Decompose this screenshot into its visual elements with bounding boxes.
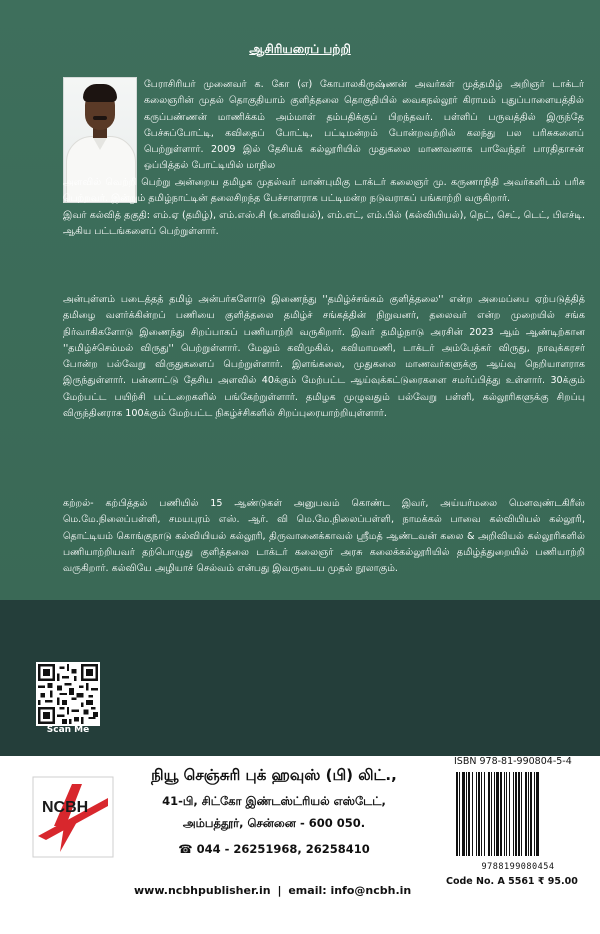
publisher-footer bbox=[0, 756, 600, 934]
barcode-digits: 9788199080454 bbox=[481, 862, 555, 872]
ncbh-logo-icon bbox=[32, 776, 114, 858]
bio-text: கற்றல்- கற்பித்தல் பணியில் 15 ஆண்டுகள் அனுபவம் கொண்ட இவர், அய்யர்மலை மெளவுண்டகிரீஸ் மெ.மே.நிலைப்பள்ளி, சமயபுரம் எஸ். ஆர். வி மெ.மே.நிலைப்பள்ளி, நாமக்கல் பாவை கல்வியியல் கல்லூரி, தொட்டியம் கொங்குநாடு கல்வியியல் கல்லூரி, திருவானைக்காவல் ஸ்ரீமத் ஆண்டவன் கலை & அறிவியல் கல்லூரிகளில் பணியாற்றியவர் தற்பொழுது குளித்தலை டாக்டர் கலைஞர் அரசு கலைக்கல்லூரியில் தமிழ்த்துறையில் பணியாற்றி வருகிறார். கல்வியே அழியாச் செல்வம் என்பது இவருடைய முதல் நூலாகும். bbox=[63, 498, 585, 575]
bio-paragraph-1-rest bbox=[63, 175, 585, 240]
about-author-heading: ஆசிரியரைப் பற்றி bbox=[249, 42, 351, 56]
svg-text:NCBH: NCBH bbox=[42, 799, 89, 816]
bio-text: அளவில் வெற்றி பெற்று அன்றைய தமிழக முதல்வர் மாண்புமிகு டாக்டர் கலைஞர் மு. கருணாநிதி அவர்களிடம் பரிசு பெற்றவர். இன்றும் தமிழ்நாட்டின் தலைசிறந்த பேச்சாளராக பட்டிமன்ற நடுவராகப் பங்காற்றி வருகிறார். bbox=[63, 177, 585, 205]
publisher-contact bbox=[134, 884, 434, 897]
bio-education: இவர் கல்வித் தகுதி: எம்.ஏ (தமிழ்), எம்.எஸ்.சி (உளவியல்), எம்.எட், எம்.பில் (கல்வியியல்), நெட், செட், டெட், பிஎச்டி. ஆகிய பட்டங்களைப் பெற்றுள்ளார். bbox=[63, 209, 585, 237]
publisher-address-line-1: 41-பி, சிட்கோ இண்டஸ்ட்ரியல் எஸ்டேட், bbox=[162, 794, 386, 808]
bio-paragraph-3 bbox=[63, 496, 585, 577]
publisher-address-line-2: அம்பத்தூர், சென்னை - 600 050. bbox=[182, 816, 366, 830]
bio-paragraph-2 bbox=[63, 292, 585, 422]
bio-text: பேராசிரியர் முனைவர் க. கோ (எ) கோபாலகிருஷ்ணன் அவர்கள் முத்தமிழ் அறிஞர் டாக்டர் கலைஞரின் முதல் தொகுதியாம் குளித்தலை தொகுதியில் வைகநல்லூர் கிராமம் புதுப்பாளையத்தில் கருப்பண்ணன் மாணிக்கம் அம்மாள் தம்பதிக்குப் பிறந்தவர். பள்ளிப் பருவத்தில் இருந்தே பேச்சுப்போட்டி, கவிதைப் போட்டி, பட்டிமன்றம் போன்றவற்றில் கலந்து பல பரிசுகளைப் பெற்றுள்ளார். 2009 இல் தேசியக் கல்லூரியில் முதுகலை மாணவனாக பாவேந்தர் பாரதிதாசன் ஒப்பித்தல் போட்டியில் மாநில bbox=[144, 79, 584, 172]
bio-text: அன்புள்ளம் படைத்தத் தமிழ் அன்பர்களோடு இணைந்து ''தமிழ்ச்சங்கம் குளித்தலை'' என்ற அமைப்பை ஏற்படுத்தித் தமிழை வளர்க்கின்றப் பணியை குளித்தலை தமிழ்ச் சங்கத்தின் நிறுவனர், தலைவர் என்ற முறையில் சங்க நிர்வாகிகளோடு இணைந்து சிறப்பாகப் பணியாற்றி வருகிறார். இவர் தமிழ்நாடு அரசின் 2023 ஆம் ஆண்டிற்கான ''தமிழ்ச்செம்மல் விருது'' பெற்றுள்ளார். மேலும் கவிமுகில், கவிமாமணி, டாக்டர் அம்பேத்கர் விருது, நாவுக்கரசர் போன்ற பல்வேறு விருதுகளைப் பெற்றுள்ளார். இளங்கலை, முதுகலை மாணவர்களுக்கு ஆய்வு நெறியாளராக இருந்துள்ளார். பன்னாட்டு தேசிய அளவில் 40க்கும் மேற்பட்ட ஆய்வுக்கட்டுரைகளை சமர்ப்பித்து உள்ளார். 30க்கும் மேற்பட்ட பயிற்சி பட்டறைகளில் பங்கேற்றுள்ளார். தமிழக முழுவதும் பல்வேறு பள்ளி, கல்லூரிகளுக்கு சிறப்பு விருந்தினராக 100க்கும் மேற்பட்ட நிகழ்ச்சிகளில் சிறப்புரையாற்றியுள்ளார். bbox=[63, 294, 585, 420]
qr-scan-label: Scan Me bbox=[46, 725, 90, 735]
contact-separator: | bbox=[277, 884, 282, 897]
isbn-barcode bbox=[452, 770, 584, 858]
publisher-name: நியூ செஞ்சுரி புக் ஹவுஸ் (பி) லிட்., bbox=[151, 766, 397, 784]
qr-code[interactable] bbox=[36, 662, 100, 726]
bio-paragraph-1-intro bbox=[144, 77, 584, 175]
publisher-email-link[interactable]: email: info@ncbh.in bbox=[288, 884, 412, 897]
publisher-phone: ☎ 044 - 26251968, 26258410 bbox=[178, 842, 370, 856]
code-and-price: Code No. A 5561 ₹ 95.00 bbox=[446, 876, 578, 887]
publisher-website-link[interactable]: www.ncbhpublisher.in bbox=[134, 884, 271, 897]
isbn-label: ISBN 978-81-990804-5-4 bbox=[454, 756, 572, 767]
